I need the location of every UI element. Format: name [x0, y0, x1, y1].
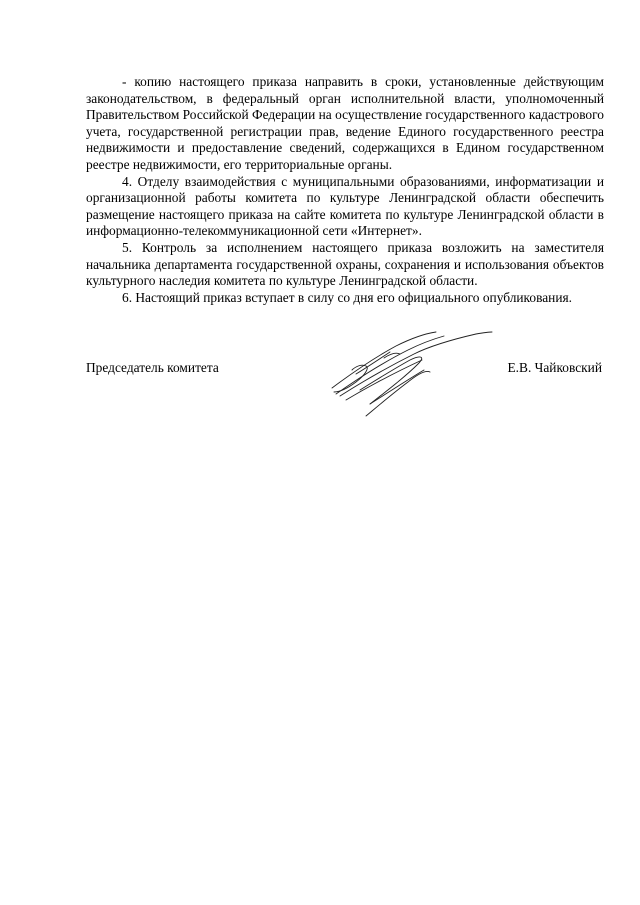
signatory-name: Е.В. Чайковский: [507, 360, 602, 375]
handwritten-signature: [326, 330, 496, 420]
document-body: [86, 74, 604, 306]
paragraph-copy-order: - копию настоящего приказа направить в сроки, установленные действующим законодательством, в федеральный орган исполнительной власти, уполномоченный Правительством Российской Федерации на осуществление государственного кадастрового учета, государственной регистрации прав, ведение Единого государственного реестра недвижимости и предоставление сведений, содержащихся в Едином государственном реестре недвижимости, его территориальные органы.: [86, 74, 604, 172]
paragraph-item-5: 5. Контроль за исполнением настоящего приказа возложить на заместителя начальника департамента государственной охраны, сохранения и использования объектов культурного наследия комитета по культуре Ленинградской области.: [86, 239, 604, 289]
paragraph-item-4: 4. Отделу взаимодействия с муниципальными образованиями, информатизации и организационной работы комитета по культуре Ленинградской области обеспечить размещение настоящего приказа на сайте комитета по культуре Ленинградской области в информационно-телекоммуникационной сети «Интернет».: [86, 173, 604, 239]
signatory-title: Председатель комитета: [86, 360, 219, 375]
signature-block: [86, 356, 604, 416]
paragraph-item-6: 6. Настоящий приказ вступает в силу со дня его официального опубликования.: [122, 289, 572, 305]
